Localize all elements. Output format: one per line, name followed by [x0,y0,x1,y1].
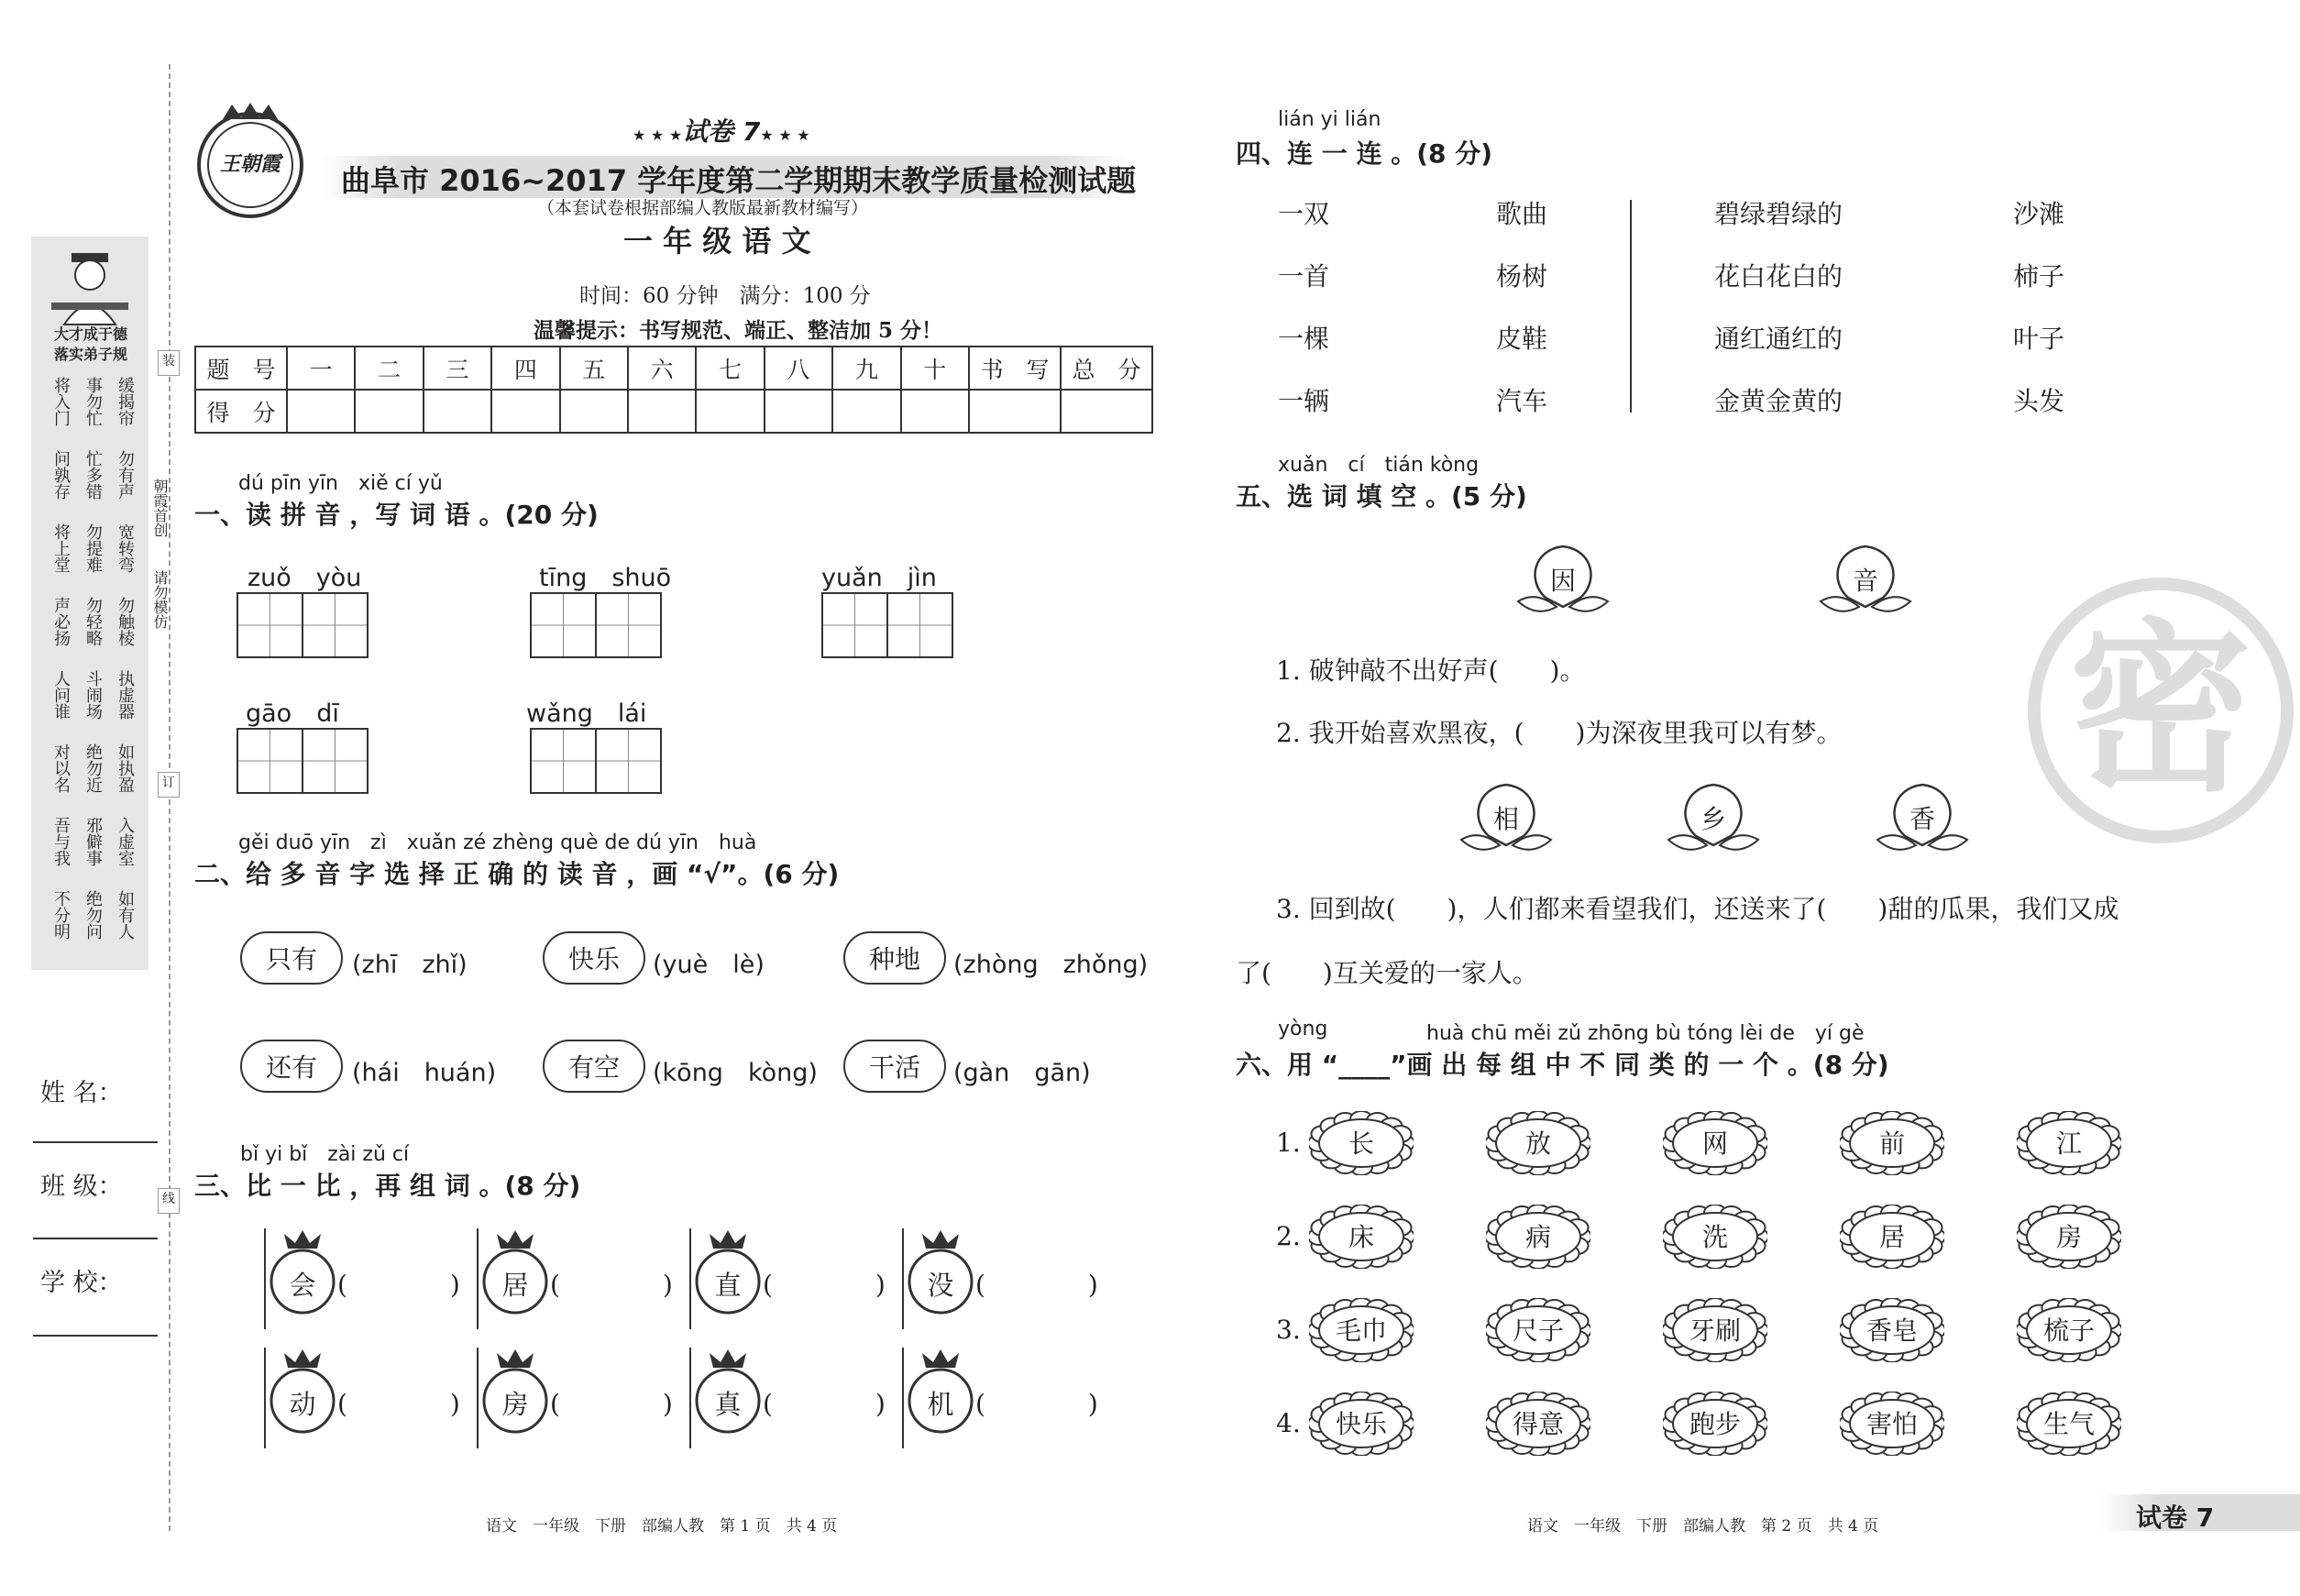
verse-column: 勿有声 [116,450,135,500]
s3-answer-paren[interactable]: ( ) [975,1389,1098,1419]
verse-column: 如执盈 [116,743,135,793]
score-table [194,346,1153,434]
s3-answer-paren[interactable]: ( ) [975,1270,1098,1300]
s6-pinyin-1: yòng [1278,1018,1328,1040]
school-label: 学 校： [40,1269,123,1297]
s2-word-4: 还有 [240,1040,343,1093]
s6-word-flower[interactable]: 江 [2017,1111,2121,1175]
verse-column: 邪僻事 [83,817,103,866]
score-header-cell: 九 [832,347,900,390]
s1-pinyin: dú pīn yīn xiě cí yǔ [238,472,443,495]
s3-bracket-line [902,1348,904,1448]
s4-col2-item[interactable]: 皮鞋 [1496,324,1548,354]
peach-char: 香 [1909,804,1935,834]
s4-col2-item[interactable]: 杨树 [1496,261,1548,292]
time-score: 时间：60 分钟 满分：100 分 [579,284,871,308]
peach-card [1458,779,1555,858]
peach-char: 相 [1492,804,1519,834]
s4-pinyin: lián yi lián [1278,108,1381,131]
secret-watermark: 密 [2028,578,2294,843]
verse-column: 宽转弯 [116,523,135,573]
s6-pinyin-2: huà chū měi zǔ zhōng bù tóng lèi de yí gè [1426,1022,1865,1045]
s4-divider [1630,200,1632,413]
s2-read-4[interactable]: (hái huán) [352,1059,497,1087]
motto-1: 大才成于德 [53,325,127,343]
s1-box-5[interactable] [530,728,662,794]
score-header-cell: 书 写 [969,347,1061,390]
verse-column: 斗闹场 [83,670,103,720]
s3-fruit-char: 没 [906,1228,975,1316]
s1-box-1[interactable] [237,592,369,658]
s4-col3-item[interactable]: 花白花白的 [1714,261,1843,292]
s6-word-flower[interactable]: 床 [1309,1205,1414,1269]
score-header-cell: 四 [491,347,559,390]
s6-word-flower[interactable]: 房 [2017,1205,2121,1269]
score-cell[interactable] [696,390,764,433]
logo [191,101,310,220]
verse-column: 如有人 [116,890,135,940]
verse-column: 入虚室 [116,817,135,866]
s3-pinyin: bǐ yi bǐ zài zǔ cí [240,1143,410,1166]
verse-column: 对以名 [51,743,71,793]
s6-word-flower[interactable]: 洗 [1663,1205,1767,1269]
motto-2: 落实弟子规 [53,346,127,363]
score-header-cell: 五 [560,347,628,390]
s3-answer-paren[interactable]: ( ) [763,1389,886,1419]
score-cell[interactable] [355,390,423,433]
verse-column: 吾与我 [51,817,71,866]
score-cell[interactable] [491,390,559,433]
binding-line [169,64,171,1531]
verse-column: 勿触棱 [116,597,135,646]
s4-col1-item[interactable]: 一棵 [1278,324,1330,354]
score-cell[interactable] [765,390,832,433]
footer-right: 语文 一年级 下册 部编人教 第 2 页 共 4 页 [1527,1517,1879,1535]
s3-bracket-line [689,1228,691,1329]
s2-word-6: 干活 [843,1040,946,1093]
peach-char: 因 [1549,566,1576,596]
score-row-label: 得 分 [195,390,287,433]
s3-answer-paren[interactable]: ( ) [337,1270,460,1300]
line-mark-3: 线 [158,1188,180,1214]
peach-card [1817,541,1914,620]
s2-word-3: 种地 [843,931,946,985]
s4-col3-item[interactable]: 金黄金黄的 [1714,386,1843,416]
s4-col2-item[interactable]: 汽车 [1496,386,1548,416]
score-cell[interactable] [287,390,355,433]
s6-word-flower[interactable]: 前 [1840,1111,1944,1175]
score-cell[interactable] [628,390,696,433]
s2-read-2[interactable]: (yuè lè) [653,951,765,979]
s3-answer-paren[interactable]: ( ) [337,1389,460,1419]
s2-title: 二、给 多 音 字 选 择 正 确 的 读 音 ，画 “√”。(6 分) [194,859,840,889]
paper-badge: ★ ★ ★试卷 7★ ★ ★ [633,116,810,147]
score-cell[interactable] [560,390,628,433]
score-header-cell: 总 分 [1061,347,1152,390]
verse-column: 绝勿问 [83,890,103,940]
line-mark-1: 装 [158,350,180,376]
logo-text: 王朝霞 [219,152,281,176]
score-header-cell: 题 号 [195,347,287,390]
exam-title: 曲阜市 2016~2017 学年度第二学期期末教学质量检测试题 [341,163,1137,198]
s2-word-5: 有空 [543,1040,645,1093]
verse-column: 将上堂 [51,523,71,573]
verse-column: 忙多错 [83,450,103,500]
score-header-cell: 六 [628,347,696,390]
s3-bracket-line [689,1348,691,1448]
s6-word-flower[interactable]: 放 [1486,1111,1590,1175]
class-label: 班 级： [40,1172,123,1201]
s6-row-number: 2. [1276,1221,1301,1251]
verse-column: 执虚器 [116,670,135,720]
s6-word-flower[interactable]: 生气 [2017,1392,2121,1456]
s2-read-6[interactable]: (gàn gān) [953,1059,1091,1087]
verse-column: 勿提难 [83,523,103,573]
s6-word-flower[interactable]: 得意 [1486,1392,1590,1456]
s3-fruit-char: 居 [480,1228,550,1316]
score-header-cell: 十 [901,347,969,390]
footer-left: 语文 一年级 下册 部编人教 第 1 页 共 4 页 [486,1517,838,1535]
name-field[interactable] [33,1141,158,1143]
s2-read-3[interactable]: (zhòng zhǒng) [953,951,1149,979]
s5-q3-cont[interactable]: 了( )互关爱的一家人。 [1236,958,1538,988]
school-field[interactable] [33,1335,158,1337]
dizigui-verses [50,369,136,955]
s2-read-1[interactable]: (zhī zhǐ) [352,951,468,979]
s4-title: 四、连 一 连 。(8 分) [1236,138,1493,169]
s6-title: 六、用 “____”画 出 每 组 中 不 同 类 的 一 个 。(8 分) [1236,1050,1889,1080]
peach-card [1514,541,1612,620]
s1-box-3[interactable] [821,592,953,658]
s3-bracket-line [477,1228,479,1329]
verse-column: 问孰存 [51,450,71,500]
s6-row-number: 1. [1276,1128,1301,1158]
s6-word-flower[interactable]: 居 [1840,1205,1944,1269]
grade-subject: 一 年 级 语 文 [623,224,811,259]
verse-column: 绝勿近 [83,743,103,793]
s2-word-2: 快乐 [543,931,645,985]
s6-word-flower[interactable]: 害怕 [1840,1392,1944,1456]
s6-word-flower[interactable]: 快乐 [1309,1392,1414,1456]
s4-col1-item[interactable]: 一辆 [1278,386,1330,416]
verse-column: 人问谁 [51,670,71,720]
s3-fruit-char: 房 [480,1348,550,1436]
s5-q1[interactable]: 1. 破钟敲不出好声( )。 [1276,655,1586,686]
verse-column: 声必扬 [51,597,71,646]
s6-word-flower[interactable]: 病 [1486,1205,1590,1269]
score-cell[interactable] [832,390,900,433]
s5-title: 五、选 词 填 空 。(5 分) [1236,481,1527,512]
s1-word-2: tīng shuō [539,564,672,592]
note-no-copy: 请勿模仿 [151,570,169,629]
s4-col4-item[interactable]: 头发 [2013,386,2065,416]
s6-word-flower[interactable]: 跑步 [1663,1392,1767,1456]
s6-word-flower[interactable]: 网 [1663,1111,1767,1175]
verse-column: 缓揭帘 [116,377,135,426]
score-header-cell: 八 [765,347,832,390]
score-cell[interactable] [1061,390,1152,433]
s2-pinyin: gěi duō yīn zì xuǎn zé zhèng què de dú yīn huà [238,831,757,854]
s3-bracket-line [477,1348,479,1448]
s4-col4-item[interactable]: 柿子 [2013,261,2065,292]
s6-word-flower[interactable]: 香皂 [1840,1298,1944,1362]
s3-fruit-char: 真 [693,1348,763,1436]
s3-fruit-char: 动 [268,1348,337,1436]
s4-col1-item[interactable]: 一双 [1278,199,1330,229]
tip: 温馨提示：书写规范、端正、整洁加 5 分！ [534,318,943,343]
s2-read-5[interactable]: (kōng kòng) [653,1059,818,1087]
score-header-cell: 七 [696,347,764,390]
s6-word-flower[interactable]: 毛巾 [1309,1298,1414,1362]
s4-col2-item[interactable]: 歌曲 [1496,199,1548,229]
peach-char: 乡 [1700,804,1726,834]
footer-badge: 试卷 7 [2136,1502,2215,1533]
s4-col4-item[interactable]: 沙滩 [2013,199,2065,229]
score-cell[interactable] [424,390,491,433]
verse-column: 不分明 [51,890,71,940]
exam-subtitle: （本套试卷根据部编人教版最新教材编写） [537,198,869,218]
s3-answer-paren[interactable]: ( ) [763,1270,886,1300]
score-cell[interactable] [969,390,1061,433]
s3-answer-paren[interactable]: ( ) [550,1270,673,1300]
score-header-cell: 一 [287,347,355,390]
score-header-cell: 二 [355,347,423,390]
verse-column: 将入门 [51,377,71,426]
s4-col4-item[interactable]: 叶子 [2013,324,2065,354]
s4-col3-item[interactable]: 通红通红的 [1714,324,1843,354]
s6-row-number: 3. [1276,1315,1301,1345]
s6-word-flower[interactable]: 牙刷 [1663,1298,1767,1362]
s3-title: 三、比 一 比 ，再 组 词 。(8 分) [194,1171,581,1201]
score-header-cell: 三 [424,347,491,390]
verse-column: 事勿忙 [83,377,103,426]
s1-word-1: zuǒ yòu [248,564,362,592]
s3-bracket-line [264,1228,266,1329]
peach-char: 音 [1852,566,1878,596]
s1-title: 一、读 拼 音 ，写 词 语 。(20 分) [194,500,599,530]
s1-box-2[interactable] [530,592,662,658]
s5-pinyin: xuǎn cí tián kòng [1278,454,1480,477]
s4-col3-item[interactable]: 碧绿碧绿的 [1714,199,1843,229]
verse-column: 勿轻略 [83,597,103,646]
s6-word-flower[interactable]: 长 [1309,1111,1414,1175]
s5-q3[interactable]: 3. 回到故( )，人们都来看望我们，还送来了( )甜的瓜果，我们又成 [1276,894,2119,924]
scholar-illustration [44,246,136,326]
line-mark-2: 订 [158,772,180,798]
s6-word-flower[interactable]: 尺子 [1486,1298,1590,1362]
s3-bracket-line [264,1348,266,1448]
s6-word-flower[interactable]: 梳子 [2017,1298,2121,1362]
s3-area [266,1228,1128,1448]
s6-row-number: 4. [1276,1408,1301,1438]
s5-q2[interactable]: 2. 我开始喜欢黑夜，( )为深夜里我可以有梦。 [1276,718,1843,748]
peach-card [1874,779,1971,858]
name-label: 姓 名： [40,1079,123,1107]
s1-word-3: yuǎn jìn [821,564,937,592]
score-cell[interactable] [901,390,969,433]
s1-word-5: wǎng lái [526,699,647,728]
s3-fruit-char: 会 [268,1228,337,1316]
s2-word-1: 只有 [240,931,343,985]
s3-fruit-char: 直 [693,1228,763,1316]
s3-bracket-line [902,1228,904,1329]
s1-word-4: gāo dī [246,699,339,728]
note-original: 朝霞首创 [151,479,169,537]
peach-card [1665,779,1762,858]
s1-box-4[interactable] [237,728,369,794]
s4-col1-item[interactable]: 一首 [1278,261,1330,292]
s3-answer-paren[interactable]: ( ) [550,1389,673,1419]
s3-fruit-char: 机 [906,1348,975,1436]
class-field[interactable] [33,1238,158,1239]
